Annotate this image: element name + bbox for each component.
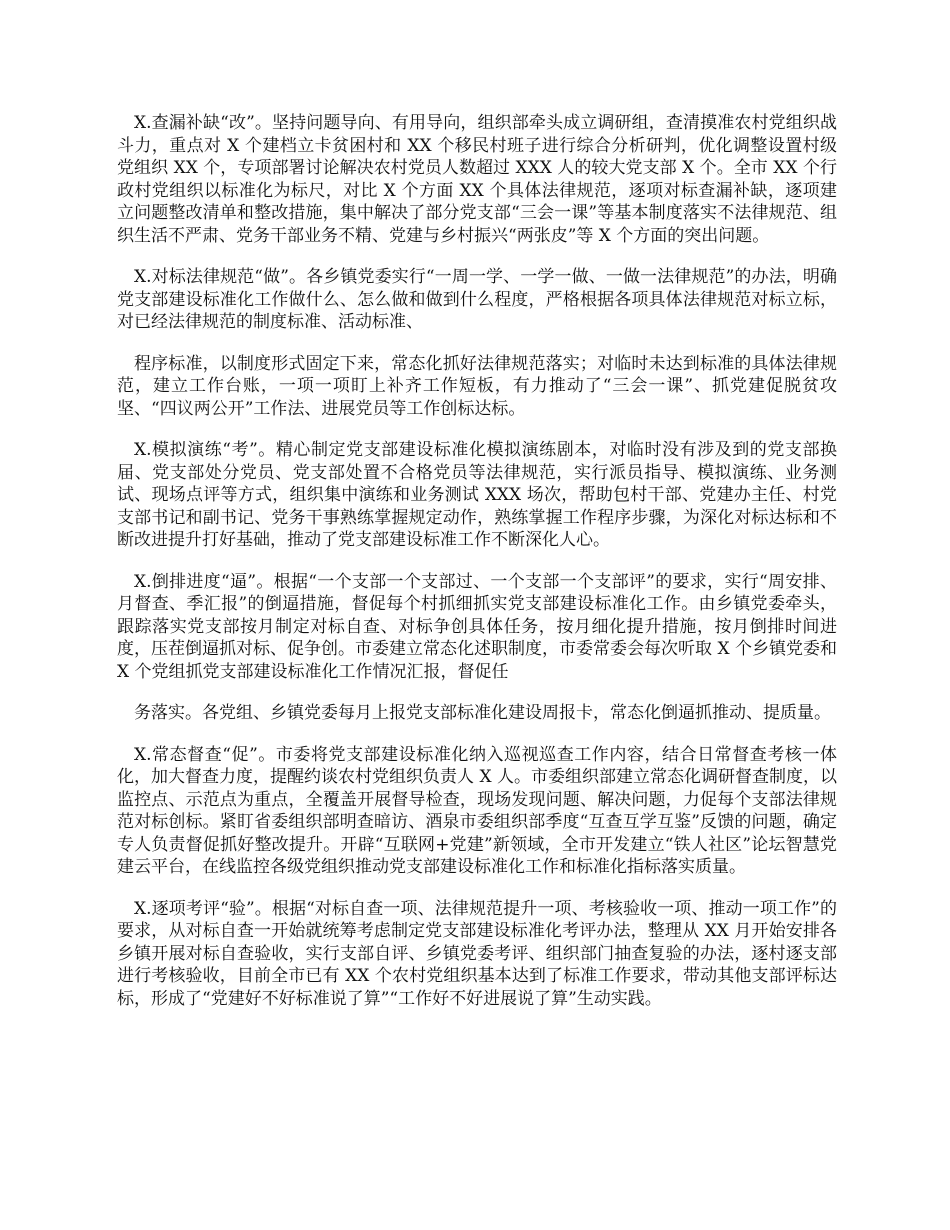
paragraph-reverse-schedule: X.倒排进度“逼”。根据“一个支部一个支部过、一个支部一个支部评”的要求，实行“周安排、月督查、季汇报”的倒逼措施，督促每个村抓细抓实党支部建设标准化工作。由乡镇党委牵头，跟踪落实党支部按月制定对标自查、对标争创具体任务，按月细化提升措施，按月倒排时间进度，压茬倒逼抓对标、促争创。市委建立常态化述职制度，市委常委会每次听取 X 个乡镇党委和 X 个党组抓党支部建设标准化工作情况汇报，督促任 xyxy=(117,571,837,682)
paragraph-simulation-exam: X.模拟演练“考”。精心制定党支部建设标准化模拟演练剧本，对临时没有涉及到的党支部换届、党支部处分党员、党支部处置不合格党员等法律规范，实行派员指导、模拟演练、业务测试、现场点评等方式，组织集中演练和业务测试 XXX 场次，帮助包村干部、党建办主任、村党支部书记和副书记、党务干事熟练掌握规定动作，熟练掌握工作程序步骤，为深化对标达标和不断改进提升打好基础，推动了党支部建设标准工作不断深化人心。 xyxy=(117,440,837,550)
document-body xyxy=(117,112,837,1010)
paragraph-itemized-evaluation: X.逐项考评“验”。根据“对标自查一项、法律规范提升一项、考核验收一项、推动一项工作”的要求，从对标自查一开始就统筹考虑制定党支部建设标准化考评办法，整理从 XX 月开始安排各乡镇开展对标自查验收，实行支部自评、乡镇党委考评、组织部门抽查复验的办法，逐村逐支部进行考核验收，目前全市已有 XX 个农村党组织基本达到了标准工作要求，带动其他支部评标达标，形成了“党建好不好标准说了算”“工作好不好进展说了算”生动实践。 xyxy=(117,898,837,1009)
paragraph-regular-inspection: X.常态督查“促”。市委将党支部建设标准化纳入巡视巡查工作内容，结合日常督查考核一体化，加大督查力度，提醒约谈农村党组织负责人 X 人。市委组织部建立常态化调研督查制度，以监控点、示范点为重点，全覆盖开展督导检查，现场发现问题、解决问题，力促每个支部法律规范对标创标。紧盯省委组织部明查暗访、酒泉市委组织部季度“互查互学互鉴”反馈的问题，确定专人负责督促抓好整改提升。开辟“互联网+党建”新领域，全市开发建立“铁人社区”论坛智慧党建云平台，在线监控各级党组织推动党支部建设标准化工作和标准化指标落实质量。 xyxy=(117,744,837,877)
paragraph-check-gaps: X.查漏补缺“改”。坚持问题导向、有用导向，组织部牵头成立调研组，查清摸准农村党组织战斗力，重点对 X 个建档立卡贫困村和 XX 个移民村班子进行综合分析研判，优化调整设置村级党组织 XX 个，专项部署讨论解决农村党员人数超过 XXX 人的较大党支部 X 个。全市 XX 个行政村党组织以标准化为标尺，对比 X 个方面 XX 个具体法律规范，逐项对标查漏补缺，逐项建立问题整改清单和整改措施，集中解决了部分党支部“三会一课”等基本制度落实不法律规范、组织生活不严肃、党务干部业务不精、党建与乡村振兴“两张皮”等 X 个方面的突出问题。 xyxy=(117,113,837,246)
paragraph-benchmark-do: X.对标法律规范“做”。各乡镇党委实行“一周一学、一学一做、一做一法律规范”的办法，明确党支部建设标准化工作做什么、怎么做和做到什么程度，严格根据各项具体法律规范对标立标，对已经法律规范的制度标准、活动标准、 xyxy=(117,267,837,332)
paragraph-reverse-schedule-continued: 务落实。各党组、乡镇党委每月上报党支部标准化建设周报卡，常态化倒逼抓推动、提质量。 xyxy=(134,703,831,723)
paragraph-benchmark-do-continued: 程序标准，以制度形式固定下来，常态化抓好法律规范落实；对临时未达到标准的具体法律规范，建立工作台账，一项一项盯上补齐工作短板，有力推动了“三会一课”、抓党建促脱贫攻坚、“四议两公开”工作法、进展党员等工作创标达标。 xyxy=(117,353,837,419)
